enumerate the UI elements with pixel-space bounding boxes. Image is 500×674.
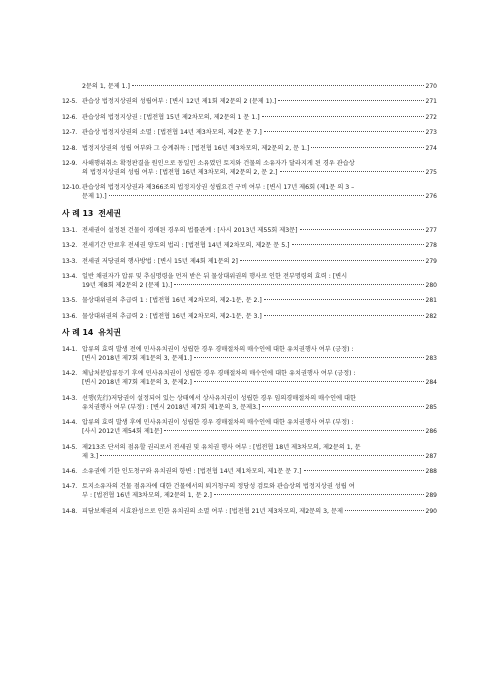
entry-line [82,418,437,427]
toc-entry [62,272,437,290]
entry-line [82,82,437,91]
entry-number: 14-6. [62,468,78,476]
entry-body [82,507,437,516]
toc-list-section13 [62,226,437,321]
entry-line [82,97,437,106]
toc-entry [62,144,437,153]
dot-leader [194,381,424,382]
page-number: 272 [425,113,437,121]
page-number: 277 [425,226,437,234]
toc-entry [62,482,437,500]
toc-entry [62,296,437,305]
entry-number: 13-2. [62,242,78,250]
entry-number: 14-4. [62,419,78,427]
toc-entry [62,507,437,516]
entry-body [82,144,437,153]
dot-leader [262,116,424,117]
dot-leader [240,260,424,261]
entry-body [82,443,437,461]
entry-title-text: 물상대위권의 추급력 2 : [법전협 16년 제2차모의, 제2-1문, 문 3.] [82,312,262,320]
entry-body [82,482,437,500]
entry-title-text: 법정지상권의 성립 여부와 그 승계취득 : [법전협 16년 제3차모의, 제2문의 2, 문 1.] [82,144,310,152]
entry-number: 13-4. [62,272,78,280]
dot-leader [194,357,424,358]
section-heading-14 [62,327,437,338]
entry-number: 14-2. [62,370,78,378]
entry-line [82,226,437,235]
toc-entry [62,183,437,201]
toc-entry [62,394,437,412]
page-number: 271 [425,98,437,106]
toc-entry [62,257,437,266]
entry-number: 12-8. [62,144,78,152]
dot-leader [132,85,424,86]
dot-leader [278,100,423,101]
dot-leader [100,455,423,456]
page-number: 288 [425,468,437,476]
dot-leader [264,131,424,132]
section-label: 사 례 14 [62,328,94,338]
entry-body [82,467,437,476]
entry-body [82,272,437,290]
entry-line [82,257,437,266]
dot-leader [292,244,424,245]
entry-body [82,97,437,106]
entry-title-text: 의 법정지상권의 성립 여부 : [법전협 16년 제3차모의, 제2문의 2, 문 2.] [82,168,278,176]
entry-number: 12-6. [62,113,78,121]
entry-body [82,128,437,137]
page-number: 278 [425,242,437,250]
entry-title-text: 관습상의 법정지상권과 제366조의 법정지상권 성립요건 구비 여부 : [변시 17년 제6회 (제1문 의 3 – [82,184,355,192]
entry-body [82,369,437,387]
toc-entry [62,418,437,436]
entry-line [82,113,437,122]
dot-leader [280,171,424,172]
entry-body [82,345,437,363]
toc-entry [62,128,437,137]
dot-leader [164,430,423,431]
entry-line [82,281,437,290]
toc-entry [62,467,437,476]
entry-title-text: 전세권 저당권의 행사방법 : [변시 15년 제4회 제1문의 2] [82,257,238,265]
entry-body [82,82,437,91]
entry-line [82,241,437,250]
section-label: 사 례 13 [62,208,94,218]
page-number: 286 [425,428,437,436]
page-number: 273 [425,129,437,137]
toc-entry [62,241,437,250]
toc-entry [62,312,437,321]
entry-line [82,427,437,436]
dot-leader [262,406,423,407]
entry-number: 13-3. [62,257,78,265]
entry-title-text: 제 3.] [82,452,99,460]
entry-title-text: 유치권행사 여부 (부정) : [변시 2018년 제7회 제1문의 3, 문제3.] [82,403,261,411]
entry-line [82,345,437,354]
entry-title-text: 전세기간 만료후 전세권 양도의 법리 : [법전협 14년 제2차모의, 제2문 문 5.] [82,242,290,250]
entry-number: 14-7. [62,483,78,491]
entry-number: 12-10. [62,184,81,192]
page-number: 290 [425,507,437,515]
entry-number: 12-7. [62,129,78,137]
dot-leader [214,494,424,495]
entry-line [82,394,437,403]
entry-line [82,159,437,168]
dot-leader [109,195,424,196]
entry-title-text: 부 : [법전협 16년 제3차모의, 제2문의 1, 문 2.] [82,492,212,500]
section-title: 유치권 [98,328,121,338]
toc-entry [62,443,437,461]
entry-title-text: 토지소유자의 건물 점유자에 대한 건물에서의 퇴거청구의 정당성 검토와 관습상의 법정지상권 성립 여 [82,483,355,491]
entry-body [82,241,437,250]
entry-line [82,378,437,387]
dot-leader [264,299,424,300]
entry-number: 12-5. [62,98,78,106]
entry-title-text: 선행(先行)저당권이 설정되어 있는 상태에서 상사유치권이 성립한 경우 임의경매절차의 매수인에 대한 [82,394,356,402]
entry-line [82,312,437,321]
section-title: 전세권 [98,208,121,218]
page-number: 289 [425,492,437,500]
entry-body [82,296,437,305]
dot-leader [300,229,424,230]
entry-title-text: 피담보채권의 시효완성으로 인한 유치권의 소멸 여부 : [법전협 21년 제3차모의, 제2문의 3, 문제 [82,507,343,515]
dot-leader [264,315,424,316]
entry-title-text: 2문의 1, 문제 1.] [82,83,130,90]
entry-number: 13-5. [62,297,78,305]
entry-body [82,159,437,177]
page-number: 281 [425,297,437,305]
entry-title-text: [변시 2018년 제7회 제1문의 3, 문제1.] [82,355,192,363]
entry-title-text: 관습상의 법정지상권 : [법전협 15년 제2차모의, 제2문의 1 문 1.] [82,113,260,121]
dot-leader [311,147,423,148]
entry-title-text: 전세권이 설정된 건물이 경매된 경우의 법률관계 : [사시 2013년 제55회 제3문] [82,226,298,234]
entry-title-text: [변시 2018년 제7회 제1문의 3, 문제2.] [82,379,192,387]
entry-line [82,296,437,305]
entry-line [82,272,437,281]
dot-leader [304,470,424,471]
page-number: 275 [425,168,437,176]
entry-title-text: 압류의 효력 발생 전에 민사유치권이 성립한 경우 경매절차의 매수인에 대한 유치권행사 여부 (긍정) : [82,346,354,354]
entry-number: 12-9. [62,159,78,167]
entry-line [82,369,437,378]
entry-title-text: 체납처분압류등기 후에 민사유치권이 성립한 경우 경매절차의 매수인에 대한 유치권행사 여부 (긍정) : [82,370,356,378]
entry-title-text: [사시 2012년 제54회 제1문] [82,428,163,436]
entry-number: 13-6. [62,312,78,320]
toc-entry [62,226,437,235]
entry-title-text: 물상대위권의 추급력 1 : [법전협 16년 제2차모의, 제2-1문, 문 2.] [82,297,262,305]
entry-title-text: 압류의 효력 발생 후에 민사유치권이 성립한 경우 경매절차의 매수인에 대한 유치권행사 여부 (부정) : [82,419,354,427]
entry-line [82,128,437,137]
entry-title-text: 관습상 법정지상권의 소멸 : [법전협 14년 제3차모의, 제2문 문 7.] [82,129,262,137]
entry-line [82,403,437,412]
page-number: 274 [425,144,437,152]
entry-line [82,144,437,153]
entry-line [82,507,437,516]
toc-content [62,82,437,522]
entry-body [82,394,437,412]
dot-leader [345,510,424,511]
entry-line [82,452,437,461]
entry-line [82,467,437,476]
page-number: 284 [425,379,437,387]
entry-number: 14-3. [62,394,78,402]
entry-body [82,113,437,122]
toc-entry [62,369,437,387]
page-number: 287 [425,452,437,460]
entry-title-text: 일반 채권자가 압류 및 추심명령을 먼저 받은 뒤 물상대위권의 행사로 인한 전부명령의 효력 : [변시 [82,272,348,280]
toc-entry [62,113,437,122]
entry-body [82,257,437,266]
page-number: 270 [425,83,437,90]
entry-line [82,491,437,500]
entry-body [82,312,437,321]
page-number: 283 [425,355,437,363]
entry-body [82,226,437,235]
dot-leader [174,284,423,285]
entry-title-text: 19년 제8회 제2문의 2 (문제 1).] [82,281,173,289]
page-number: 285 [425,403,437,411]
entry-number: 14-5. [62,443,78,451]
entry-title-text: 사해행위취소 확정판결을 원인으로 동일인 소유였던 토지와 건물의 소유자가 달라지게 된 경우 관습상 [82,159,355,167]
entry-title-text: 문제 1).] [82,193,107,201]
toc-entry [62,345,437,363]
page-number: 280 [425,281,437,289]
entry-line [82,443,437,452]
entry-title-text: 소유권에 기한 인도청구와 유치권의 항변 : [법전협 14년 제1차모의, 제1문 문 7.] [82,468,302,476]
entry-body [82,183,437,201]
page-number: 282 [425,312,437,320]
toc-entry [62,97,437,106]
section-heading-13 [62,208,437,219]
entry-title-text: 관습상 법정지상권의 성립여부 : [변시 12년 제1회 제2문의 2 (문제 1).] [82,98,277,106]
entry-number: 14-8. [62,507,78,515]
entry-body [82,418,437,436]
entry-line [82,482,437,491]
entry-line [82,168,437,177]
entry-line [82,192,437,201]
entry-title-text: 제213조 단서의 점유할 권리로서 전세권 및 유치권 행사 여부 : [법전협 18년 제3차모의, 제2문의 1, 문 [82,443,361,451]
toc-list-section12-continued [62,82,437,201]
toc-entry [62,82,437,91]
entry-number: 14-1. [62,346,78,354]
entry-line [82,183,437,192]
page-number: 279 [425,257,437,265]
toc-entry [62,159,437,177]
entry-line [82,354,437,363]
entry-number: 13-1. [62,226,78,234]
page-number: 276 [425,193,437,201]
toc-list-section14 [62,345,437,516]
